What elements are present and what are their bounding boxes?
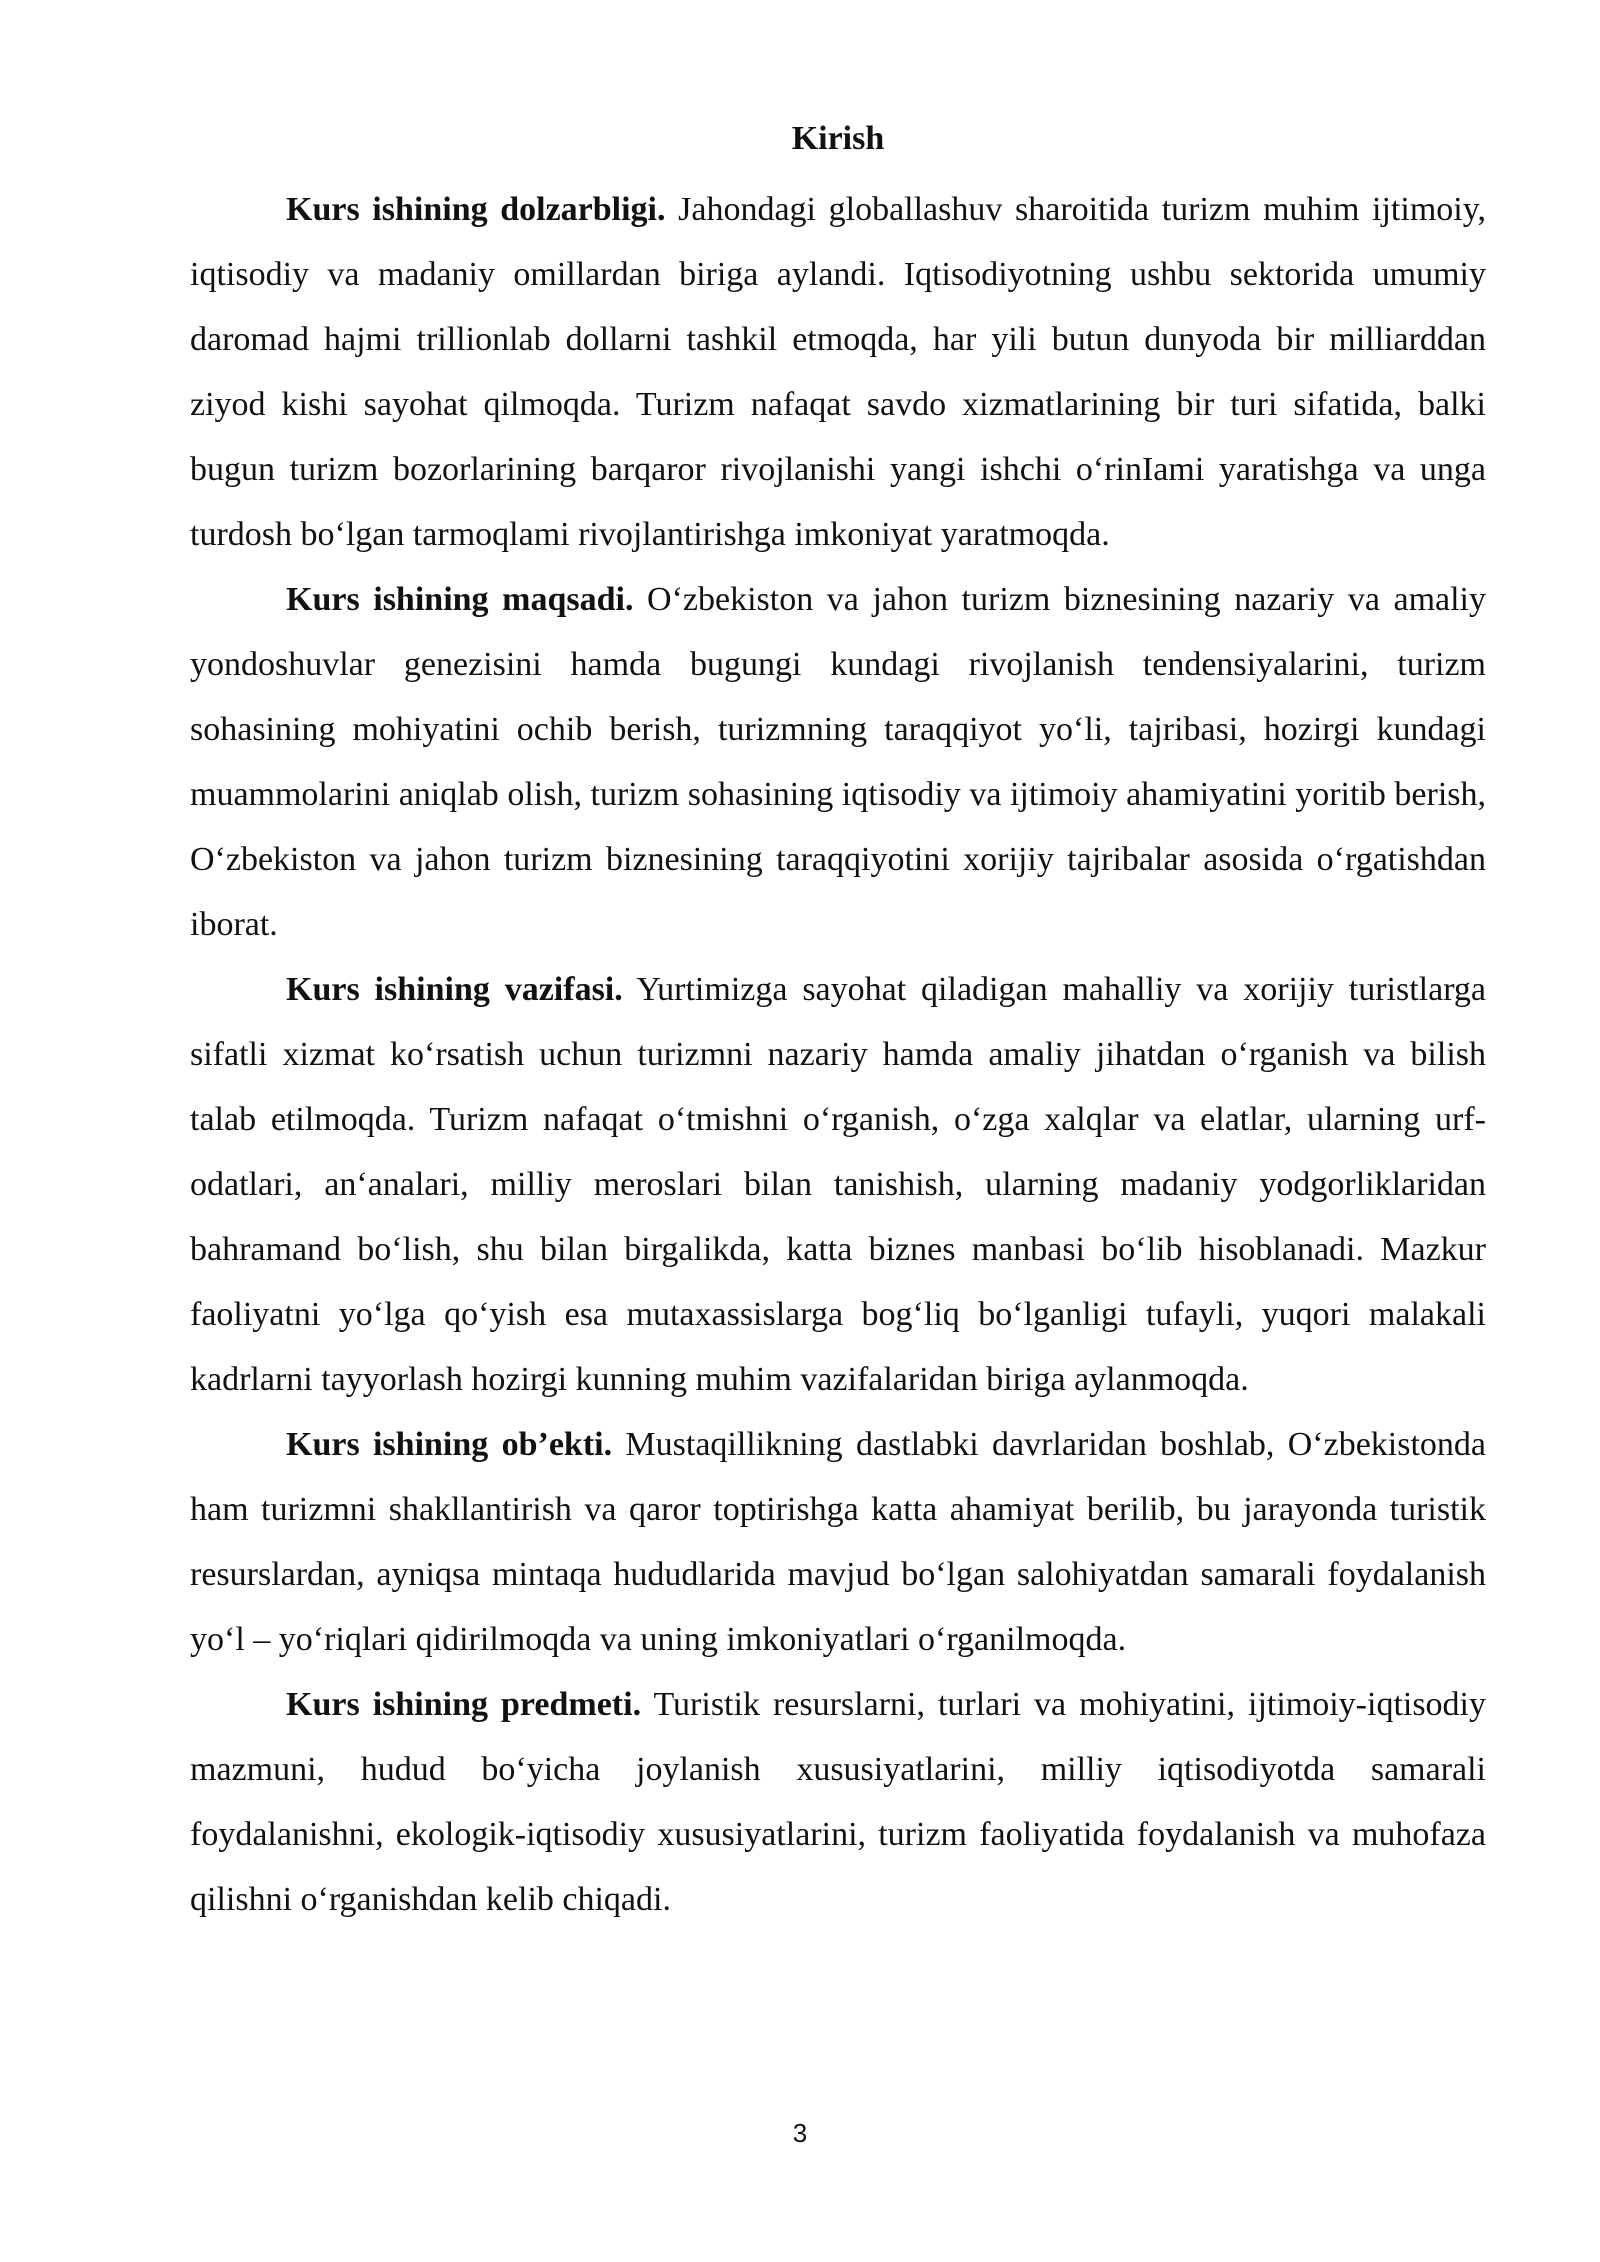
task-heading: Kurs ishining vazifasi. <box>286 971 623 1008</box>
subject-text: Turistik resurslarni, turlari va mohiyatini, ijtimoiy-iqtisodiy mazmuni, hudud bo‘yicha joylanish xususiyatlarini, milliy iqtisodiyotda samarali foydalanishni, ekologik-iqtisodiy xususiyatlarini, turizm faoliyatida foydalanish va muhofaza qilishni o‘rganishdan kelib chiqadi. <box>190 1686 1487 1918</box>
subject-paragraph <box>190 1672 1486 1932</box>
task-paragraph <box>190 957 1486 1412</box>
object-paragraph <box>190 1412 1486 1672</box>
object-heading: Kurs ishining ob’ekti. <box>286 1426 613 1463</box>
relevance-paragraph <box>190 177 1486 567</box>
task-text: Yurtimizga sayohat qiladigan mahalliy va xorijiy turistlarga sifatli xizmat ko‘rsatish uchun turizmni nazariy hamda amaliy jihatdan o‘rganish va bilish talab etilmoqda. Turizm nafaqat o‘tmishni o‘rganish, o‘zga xalqlar va elatlar, ularning urf-odatlari, an‘analari, milliy meroslari bilan tanishish, ularning madaniy yodgorliklaridan bahramand bo‘lish, shu bilan birgalikda, katta biznes manbasi bo‘lib hisoblanadi. Mazkur faoliyatni yo‘lga qo‘yish esa mutaxassislarga bog‘liq bo‘lganligi tufayli, yuqori malakali kadrlarni tayyorlash hozirgi kunning muhim vazifalaridan biriga aylanmoqda. <box>190 971 1487 1398</box>
subject-heading: Kurs ishining predmeti. <box>286 1686 642 1723</box>
goal-text: O‘zbekiston va jahon turizm biznesining nazariy va amaliy yondoshuvlar genezisini hamda bugungi kundagi rivojlanish tendensiyalarini, turizm sohasining mohiyatini ochib berish, turizmning taraqqiyot yo‘li, tajribasi, hozirgi kundagi muammolarini aniqlab olish, turizm sohasining iqtisodiy va ijtimoiy ahamiyatini yoritib berish, O‘zbekiston va jahon turizm biznesining taraqqiyotini xorijiy tajribalar asosida o‘rgatishdan iborat. <box>190 581 1487 943</box>
relevance-heading: Kurs ishining dolzarbligi. <box>286 191 666 228</box>
goal-paragraph <box>190 567 1486 957</box>
page-number: 3 <box>792 2118 808 2148</box>
relevance-text: Jahondagi globallashuv sharoitida turizm muhim ijtimoiy, iqtisodiy va madaniy omillardan biriga aylandi. Iqtisodiyotning ushbu sektorida umumiy daromad hajmi trillionlab dollarni tashkil etmoqda, har yili butun dunyoda bir milliarddan ziyod kishi sayohat qilmoqda. Turizm nafaqat savdo xizmatlarining bir turi sifatida, balki bugun turizm bozorlarining barqaror rivojlanishi yangi ishchi o‘rinIami yaratishga va unga turdosh bo‘lgan tarmoqlami rivojlantirishga imkoniyat yaratmoqda. <box>190 191 1486 553</box>
object-text: Mustaqillikning dastlabki davrlaridan boshlab, O‘zbekistonda ham turizmni shakllantirish va qaror toptirishga katta ahamiyat berilib, bu jarayonda turistik resurslardan, ayniqsa mintaqa hududlarida mavjud bo‘lgan salohiyatdan samarali foydalanish yo‘l – yo‘riqlari qidirilmoqda va uning imkoniyatlari o‘rganilmoqda. <box>190 1426 1486 1658</box>
page-content <box>190 112 1486 1932</box>
page-title: Kirish <box>791 120 885 157</box>
goal-heading: Kurs ishining maqsadi. <box>286 581 634 618</box>
